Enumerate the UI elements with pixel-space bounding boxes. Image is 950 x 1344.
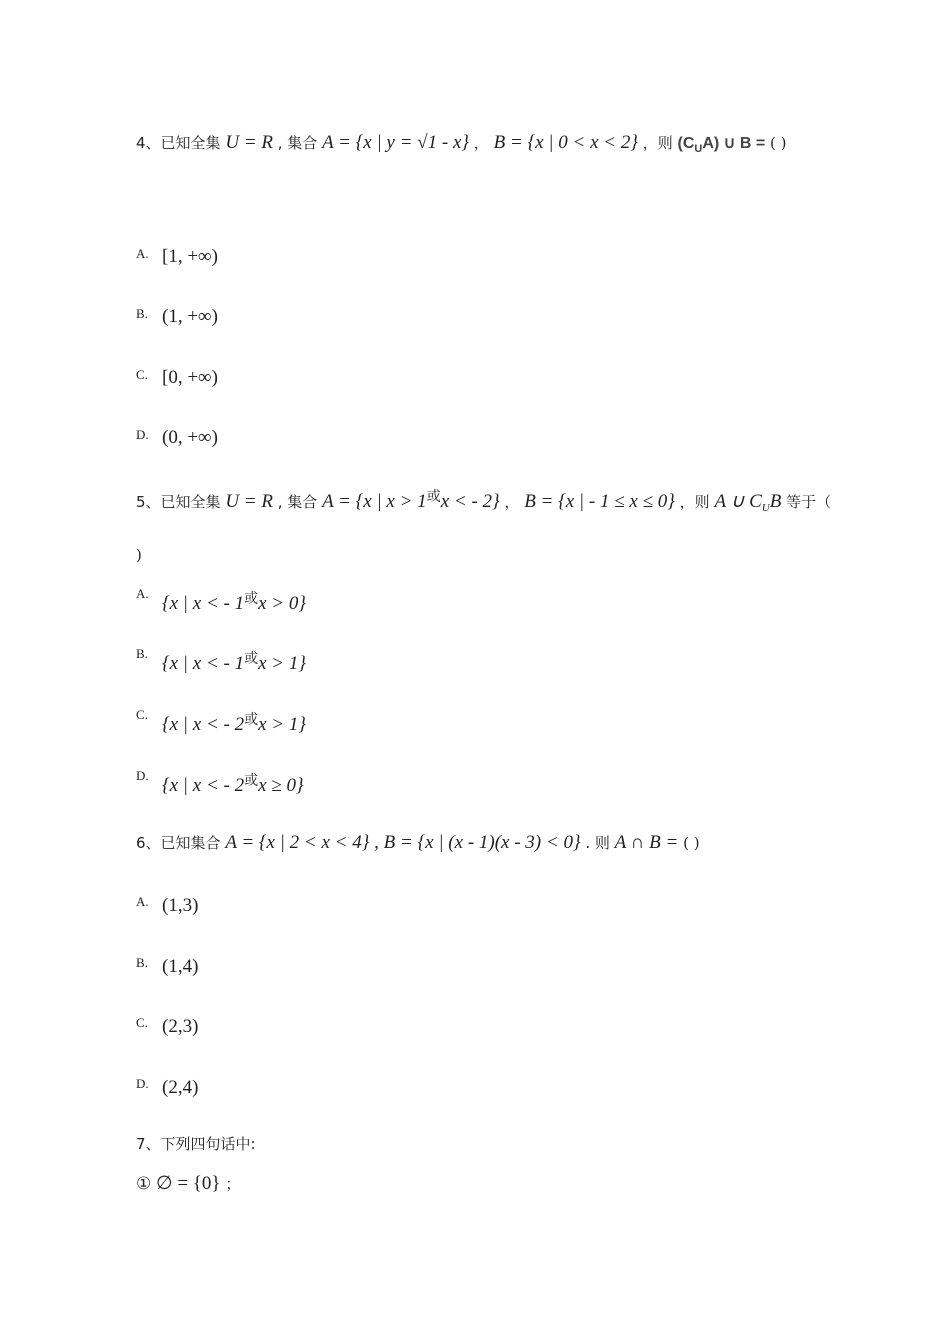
q5-stem-line2: ) [136,546,142,564]
q5-sep: ， [504,493,520,511]
q5-option-d-value: {x | x < - $2^或x \ge 0$} [162,773,304,796]
q4-universal-set: U = R [225,132,273,153]
q5-then: ，则 [679,493,710,511]
q6-option-d-label: D. [136,1076,149,1091]
q6-option-a-label: A. [136,894,149,909]
q5-option-b-value: {x | x < - $1^或x > 1$} [162,651,306,674]
q4-option-b-label: B. [136,306,148,321]
q5-set-a-part2: x < - 2} [440,491,500,512]
q5-universal-set: U = R [225,491,273,512]
q4-set-b: B = {x | 0 < x < 2} [493,132,638,153]
q6-option-b-label: B. [136,955,148,970]
q5-option-a-value: {x | x < - $1^或x > 0$} [162,591,306,614]
q6-sep: , [374,832,384,853]
q6-option-a-value: (1,3) [162,895,199,916]
q4-option-d-value: (0, +∞) [162,427,218,448]
q6-option-b-value: (1,4) [162,956,199,977]
q6-option-c-value: (2,3) [162,1016,199,1037]
q5-mid: , 集合 [277,493,318,511]
q5-set-b: B = {x | - 1 ≤ x ≤ 0} [524,491,675,512]
q4-option-d-label: D. [136,427,149,442]
question-5-stem [136,486,831,514]
q7-item-1 [136,1172,240,1195]
q5-option-b-label: B. [136,646,148,661]
q5-option-c-value: {x | x < - $2^或x > 1$} [162,712,306,735]
q5-set-a-part1: A = {x | x > 1 [322,491,427,512]
q4-option-a-label: A. [136,246,149,261]
q4-option-a-value: [1, +∞) [162,246,218,267]
q5-tail: 等于（ [786,493,832,511]
q4-answer-blank: ( ) [769,134,787,152]
q4-option-c-value: [0, +∞) [162,367,218,388]
q4-expression: $(C_UA)$ ∪ B = [677,135,766,155]
question-6-stem [136,832,700,854]
q5-expression: A ∪ $C_UB$ [714,491,782,514]
q4-prefix: 4、已知全集 [136,134,221,152]
q4-then: ，则 [642,134,673,152]
q7-item-1-marker: ① [136,1174,152,1194]
q6-set-b: B = {x | (x - 1)(x - 3) < 0} [383,832,581,853]
q5-option-a-label: A. [136,586,149,601]
q5-prefix: 5、已知全集 [136,493,221,511]
question-4-stem [136,132,786,155]
q4-sep: ， [473,134,489,152]
question-7-stem: 7、下列四句话中: [136,1135,256,1153]
q7-item-1-tail: ； [225,1175,241,1193]
q6-option-c-label: C. [136,1015,148,1030]
q6-prefix: 6、已知集合 [136,834,221,852]
q6-set-a: A = {x | 2 < x < 4} [225,832,370,853]
q5-set-a-or: 或 [426,489,441,505]
q4-option-b-value: (1, +∞) [162,306,218,327]
q6-then: . 则 [585,834,610,852]
q4-set-a: A = {x | y = √1 - x} [322,132,469,153]
q6-expression: A ∩ B = [614,832,679,853]
q4-mid: , 集合 [277,134,318,152]
q6-option-d-value: (2,4) [162,1077,199,1098]
q6-answer-blank: ( ) [683,834,700,852]
q5-option-d-label: D. [136,768,149,783]
q7-item-1-expression: ∅ = {0} [156,1173,221,1194]
q5-option-c-label: C. [136,707,148,722]
q4-option-c-label: C. [136,367,148,382]
